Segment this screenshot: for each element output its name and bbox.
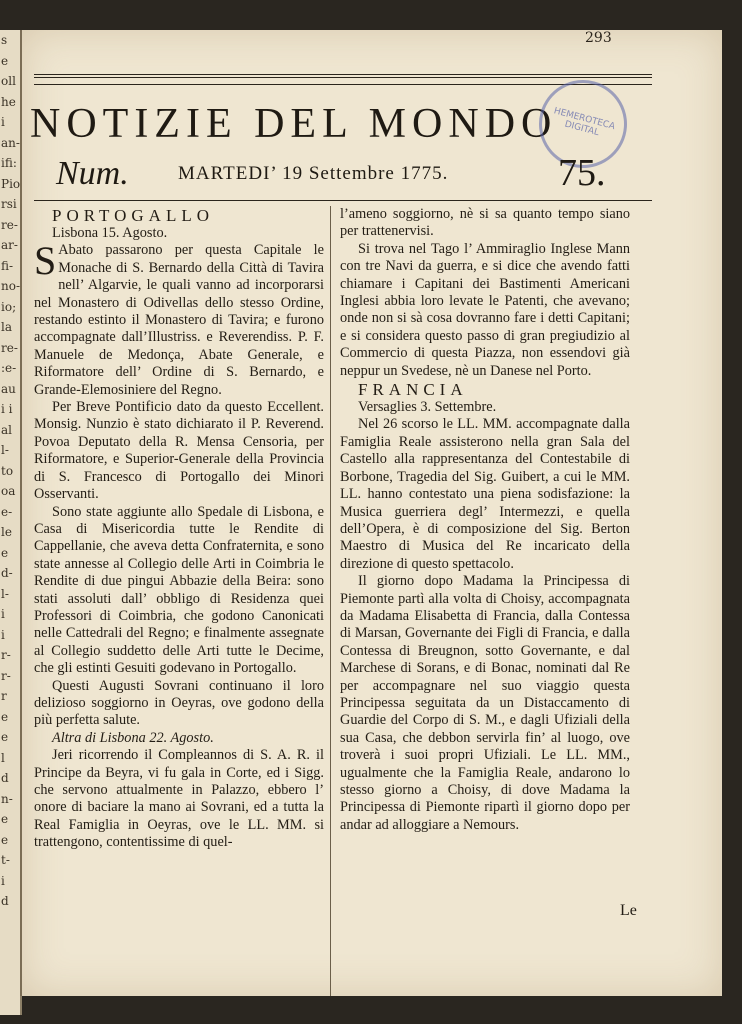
left-page-fragment: l- [1,586,9,601]
left-page-fragment: :e- [1,361,17,375]
left-page-fragment: i [1,607,5,621]
left-page-fragment: r- [1,648,11,662]
top-rule-thin [34,84,652,85]
column-left [34,206,324,852]
section-title-francia: FRANCIA [358,380,468,400]
left-page-fragment: le [1,525,12,539]
article-paragraph: Sono state aggiunte allo Spedale di Lisbona, e Casa di Misericordia tutte le Rendite di Cappellanie, che aveva detta Confraternita, e sono state annesse al Collegio delle Arti in Coimbria le Rendite di due pingui Abbazie della Beira: sono stati assoluti dall’ obbligo di Residenza quei Professori di Coimbria, che godono Canonicati nelle Cattedrali del Regno; e finalmente assegnate al Collegio suddetto delle Arti tutte le Decime, che gli estinti Gesuiti godevano in Portogallo. [34,503,324,677]
header-rule [34,200,652,201]
left-page-fragment: e [1,53,9,68]
article-paragraph: Jeri ricorrendo il Compleannos di S. A. R. il Principe da Beyra, vi fu gala in Corte, ed i Sigg. che servono attualmente in Palazzo, ebbero l’ onore di baciare la mano ai Sovrani, ed a tutta la Real Famiglia in Oeyras, ove le LL. MM. si trattengono, contentissime di quel- [34,747,324,851]
column-divider [330,206,331,996]
left-page-fragment: la [1,320,12,334]
article-paragraph: Il giorno dopo Madama la Principessa di Piemonte partì alla volta di Choisy, accompagnata da Madama Elisabetta di Francia, dalla Contessa di Marsan, Governante dei Figli di Francia, e dalla Contessa di Breugnon, sotto Governante, e dal Marchese di Sorans, e di Bonac, nominati dal Re per accompagnare nel suo viaggio questa Principessa seguitata da un Distaccamento di Guardie del Corpo di S. M., e dagli Ufiziali della sua Casa, che debbon servirla fin’ al luogo, ove troverà i suoi propri Ufiziali. Le LL. MM., ugualmente che la Famiglia Reale, andarono lo stesso giorno a Choisy, di dove Madama la Principessa di Piemonte ripartì il giorno dopo per andar ad alloggiare a Nemours. [340,573,630,833]
left-page-fragment: i i [1,402,13,416]
stamp-text: HEMEROTECA DIGITAL [552,106,616,139]
left-page-fragment: r [1,689,7,703]
left-page-fragment: re- [1,340,18,355]
top-rule [34,74,652,78]
left-page-fragment: fi- [1,258,14,273]
left-page-fragment: r- [1,668,11,683]
article-paragraph: Questi Augusti Sovrani continuano il loro delizioso soggiorno in Oeyras, ove godono della più perfetta salute. [34,677,324,729]
issue-line [56,152,656,195]
left-page-fragment: l [1,750,5,765]
left-page-fragment: au [1,381,16,396]
left-page-fragment: to [1,463,14,478]
left-page-fragment: s [1,33,8,47]
left-page-fragment: ar- [1,238,18,252]
issue-date: MARTEDI’ 19 Settembre 1775. [178,163,449,184]
masthead-title: NOTIZIE DEL MONDO [30,101,558,147]
article-paragraph [34,238,324,399]
left-page-fragment: e [1,730,9,744]
article-paragraph: l’ameno soggiorno, nè si sa quanto tempo siano per trattenervisi. [340,206,630,240]
left-page-fragment: d [1,894,9,908]
article-paragraph: Per Breve Pontificio dato da questo Eccellent. Monsig. Nunzio è stato dichiarato il P. Reverend. Povoa Deputato della R. Mensa Censoria, per Riformatore, e Superior-Generale della Provincia di S. Francesco di Portogallo dei Minori Osservanti. [34,399,324,503]
article-paragraph: Si trova nel Tago l’ Ammiraglio Inglese Mann con tre Navi da guerra, e si dice che avendo fatti chiamare i Capitani dei Bastimenti Americani Inglesi abbia loro levate le Patenti, che avevano; onde non si sà cosa dovranno fare i detti Capitani; e si considera questo passo di gran pregiudizio al Commercio di questa Piazza, non essendovi già neppur un Svedese, nè un Danese nel Porto. [340,240,630,379]
left-page-fragment: i [1,627,5,642]
left-page-fragment: oa [1,484,16,498]
left-page-fragment: n- [1,791,13,806]
left-page-fragment: i [1,115,5,129]
section-title-portogallo: PORTOGALLO [52,206,215,225]
left-page-fragment: i [1,873,5,888]
paragraph-text: Abato passarono per questa Capitale le Monache di S. Bernardo della Città di Tavira nell’ Algarvie, le quali vanno ad incorporarsi nel Monastero di Odivellas dello stesso Ordine, restando estinto il Monastero di Tavira; e furono accompagnate dall’Illustriss. e Reverendiss. P. F. Manuele de Medonça, Abate Generale, e Riformatore dell’ Ordine di S. Bernardo, e Grande-Elemosiniere del Regno. [34,242,324,398]
left-page-fragment: no- [1,279,21,293]
left-page-fragment: e- [1,504,13,519]
left-page-fragment: Pio [1,176,21,191]
left-page-fragment: al [1,422,12,437]
issue-num-label: Num. [56,155,129,192]
column-right [340,206,630,834]
left-page-fragment: rsi [1,197,17,211]
left-page-fragment: ifi: [1,156,17,170]
left-page-fragment: he [1,94,16,109]
left-page-fragment: an- [1,135,20,150]
issue-number: 75. [558,152,606,194]
dateline-altra-lisbona: Altra di Lisbona 22. Agosto. [52,729,214,746]
left-page-fragment: l- [1,443,9,457]
left-page-fragment: e [1,812,9,826]
left-page-edge [0,30,22,1015]
dateline-versaglies: Versaglies 3. Settembre. [358,399,497,416]
left-page-fragment: t- [1,853,10,867]
left-page-fragment: re- [1,217,18,232]
page-number: 293 [585,30,612,46]
drop-cap: S [34,238,57,284]
newspaper-page [22,30,722,996]
left-page-fragment: e [1,832,9,847]
scan-bottom-margin [22,996,722,1024]
left-page-fragment: io; [1,299,17,314]
left-page-fragment: e [1,545,9,560]
left-page-fragment: d- [1,566,13,580]
catchword: Le [620,902,637,919]
article-paragraph: Nel 26 scorso le LL. MM. accompagnate dalla Famiglia Reale assisterono nella gran Sala del Castello alla rappresentanza del Contestabile di Borbone, Tragedia del Sig. Guibert, a cui le MM. LL. hanno contestato una piena sodisfazione: la Musica guerriera degl’ Intermezzi, e quella dell’Opera, è di composizione del Sig. Berton Maestro di Musica del Re incaricato della direzione di questo spettacolo. [340,416,630,572]
left-page-fragment: oll [1,74,16,88]
left-page-fragment: d [1,771,9,785]
left-page-fragment: e [1,709,9,724]
dateline-lisbona: Lisbona 15. Agosto. [52,225,168,241]
